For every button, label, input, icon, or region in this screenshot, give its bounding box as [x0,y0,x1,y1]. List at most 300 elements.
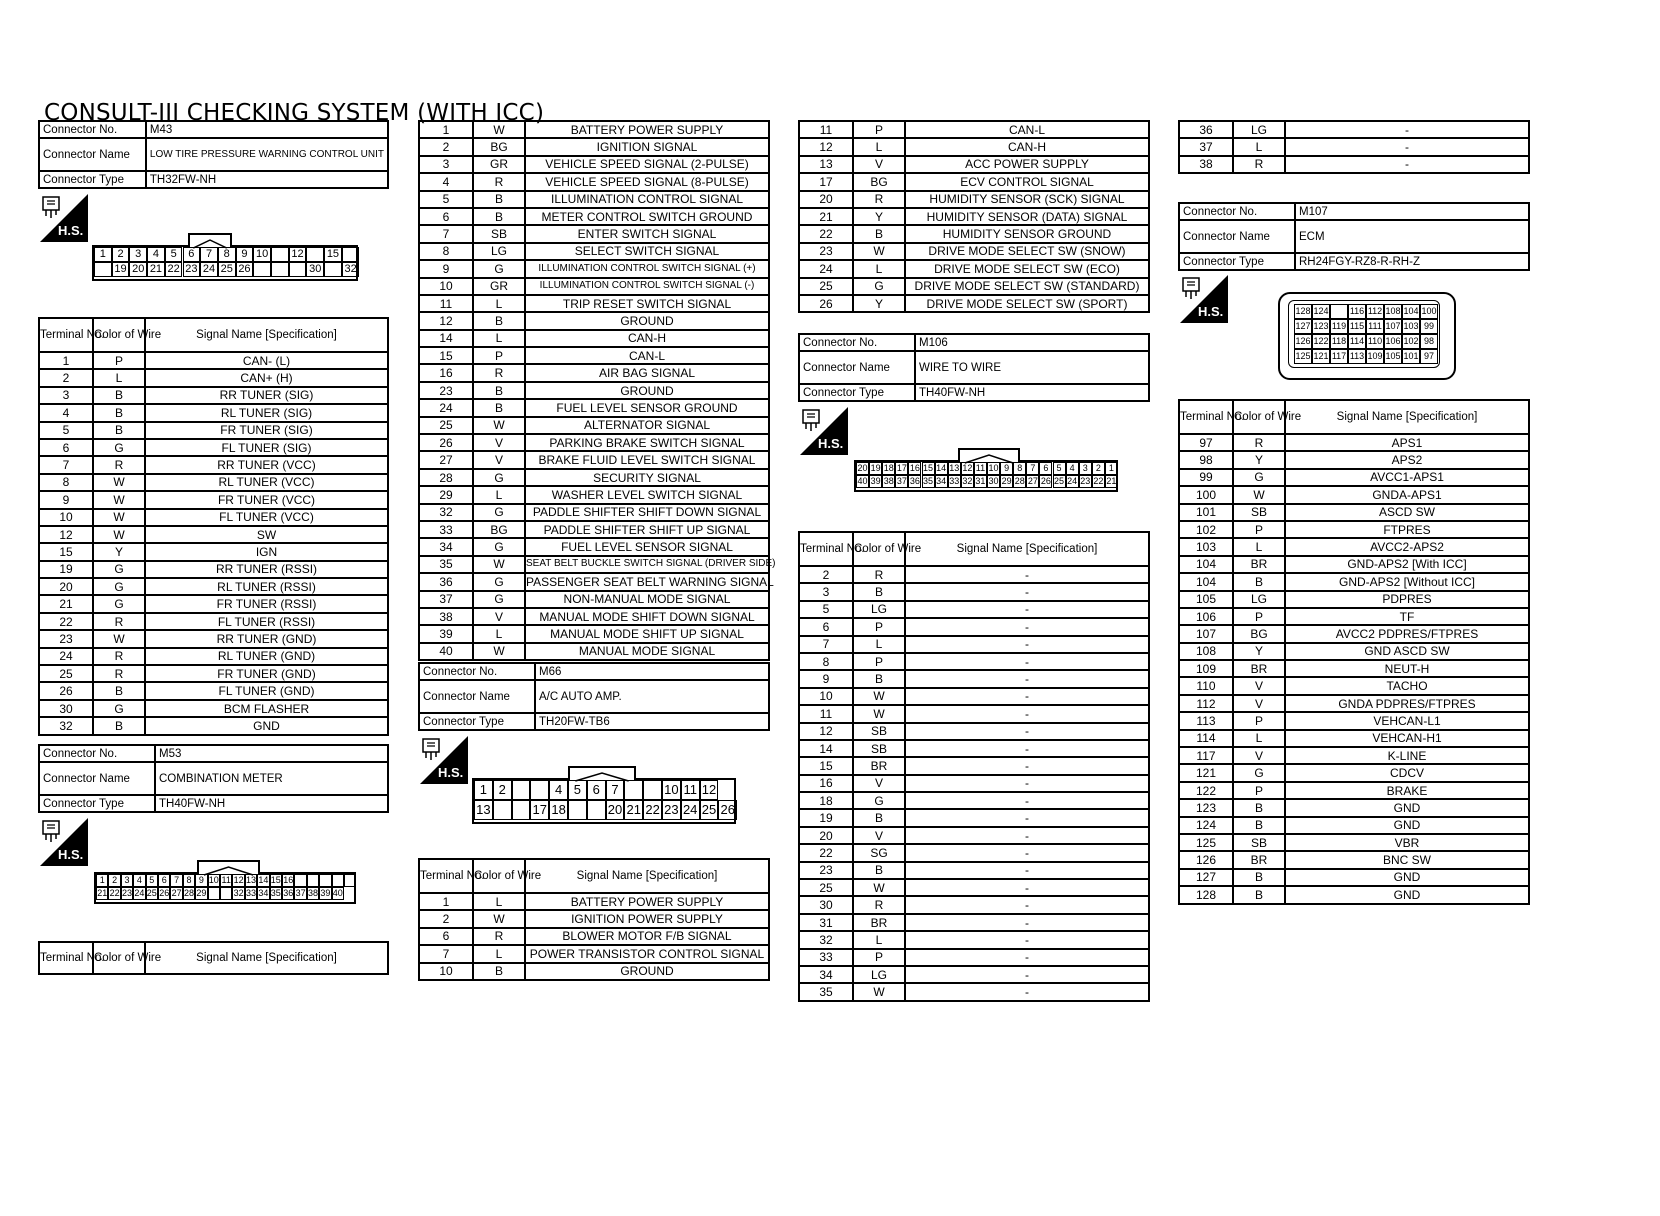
table-row [39,422,388,439]
connector-pin: 6 [1039,462,1052,475]
table-row [1179,538,1529,555]
wire-color: G [93,700,145,717]
connector-pin: 11 [975,463,986,473]
wire-color: BR [853,914,905,931]
signal-name: - [905,949,1149,966]
signal-name: AIR BAG SIGNAL [525,364,769,381]
table-row [1179,608,1529,625]
wire-color: R [93,648,145,665]
label-connector-name: Connector Name [1179,220,1295,253]
terminal-no: 28 [419,469,473,486]
wire-color: L [1233,538,1285,555]
header-color-of-wire: Color of Wire [93,318,145,352]
terminal-no: 27 [419,451,473,468]
table-row [1179,851,1529,868]
table-row [419,469,769,486]
connector-latch [568,766,636,781]
terminal-no: 7 [419,225,473,242]
connector-pin: 8 [1013,462,1026,475]
terminal-no: 10 [419,278,473,295]
signal-name: GND-APS2 [With ICC] [1285,556,1529,573]
signal-name: GND [145,717,388,734]
connector-pin: 14 [936,463,947,473]
wire-color: W [93,474,145,491]
connector-info-m53 [38,744,389,813]
signal-name: SW [145,526,388,543]
table-row [419,486,769,503]
signal-name: GROUND [525,312,769,329]
table-row [419,295,769,312]
signal-name: AVCC2-APS2 [1285,538,1529,555]
terminal-no: 32 [419,504,473,521]
table-row [419,330,769,347]
header-color-of-wire: Color of Wire [853,532,905,566]
signal-name: - [905,757,1149,774]
signal-name: - [905,862,1149,879]
signal-name: FR TUNER (VCC) [145,491,388,508]
table-row [419,382,769,399]
signal-name: FL TUNER (RSSI) [145,613,388,630]
connector-pin: 25 [218,262,236,277]
connector-pin: 28 [1014,476,1025,486]
terminal-no: 34 [799,966,853,983]
terminal-no: 26 [419,434,473,451]
connector-name: ECM [1295,220,1529,253]
table-row [1179,886,1529,903]
connector-pin: 23 [662,800,681,820]
terminal-no: 32 [39,717,93,734]
label-connector-type: Connector Type [419,713,535,730]
signal-name: - [905,966,1149,983]
wire-color: BG [1233,625,1285,642]
terminal-no: 3 [39,387,93,404]
table-row [1179,434,1529,451]
wire-color: B [1233,869,1285,886]
wire-color: R [853,566,905,583]
table-row [799,566,1149,583]
signal-name: GND-APS2 [Without ICC] [1285,573,1529,590]
signal-name: ILLUMINATION CONTROL SIGNAL [525,191,769,208]
pin-table-m106-continued [1178,120,1530,174]
terminal-no: 22 [799,844,853,861]
wire-color: P [93,352,145,369]
connector-pin: 9 [236,247,254,262]
connector-pin: 98 [1420,334,1438,349]
table-row [1179,521,1529,538]
wire-color: Y [93,543,145,560]
connector-pin: 31 [975,476,986,486]
wire-color: B [473,399,525,416]
signal-name: VEHCAN-H1 [1285,730,1529,747]
connector-pin: 30 [988,476,999,486]
connector-pin: 23 [183,262,201,277]
connector-pin [94,262,112,277]
wire-color: P [1233,608,1285,625]
wire-color: R [93,613,145,630]
signal-name: FR TUNER (RSSI) [145,595,388,612]
connector-pin: 40 [857,476,868,486]
connector-pin: 102 [1402,334,1420,349]
wire-color: BR [1233,660,1285,677]
connector-no: M53 [155,745,388,762]
wire-color: P [1233,521,1285,538]
table-row [1179,747,1529,764]
signal-name: IGNITION POWER SUPPLY [525,910,769,927]
table-row [419,208,769,225]
terminal-no: 25 [39,665,93,682]
wire-color: BR [1233,556,1285,573]
signal-name: - [905,983,1149,1000]
connector-pin: 16 [283,875,294,885]
signal-name: GND [1285,869,1529,886]
table-row [1179,469,1529,486]
wire-color: G [473,573,525,590]
wire-color: BG [473,521,525,538]
wire-color: G [853,278,905,295]
wire-color: W [473,910,525,927]
wire-color: Y [853,295,905,312]
wire-color: V [853,156,905,173]
terminal-no: 31 [799,914,853,931]
wire-color: B [473,312,525,329]
table-row [799,653,1149,670]
signal-name: - [905,775,1149,792]
terminal-no: 6 [39,439,93,456]
signal-name: AVCC2 PDPRES/FTPRES [1285,625,1529,642]
connector-pin: 35 [923,476,934,486]
table-row [1179,799,1529,816]
terminal-no: 30 [39,700,93,717]
wire-color: LG [473,243,525,260]
table-row [419,945,769,962]
terminal-no: 2 [39,369,93,386]
connector-pin: 6 [158,874,170,887]
connector-pin: 8 [183,874,195,887]
terminal-no: 15 [419,347,473,364]
connector-pin: 20 [129,262,147,277]
label-connector-type: Connector Type [39,795,155,812]
terminal-no: 36 [1179,121,1233,138]
connector-no: M106 [915,334,1149,351]
connector-pin: 10 [253,247,271,262]
signal-name: RL TUNER (RSSI) [145,578,388,595]
wire-color: W [853,705,905,722]
wire-color: B [853,670,905,687]
connector-pin: 104 [1402,304,1420,319]
pin-table-m106 [798,531,1150,1002]
terminal-no: 113 [1179,712,1233,729]
label-connector-type: Connector Type [39,171,146,188]
connector-pin: 5 [165,247,183,262]
connector-type: RH24FGY-RZ8-R-RH-Z [1295,253,1529,270]
pin-table-m66 [418,858,770,981]
label-connector-name: Connector Name [419,680,535,713]
table-row [1179,764,1529,781]
connector-pin: 3 [1079,462,1092,475]
wire-color: V [853,827,905,844]
terminal-no: 11 [799,705,853,722]
signal-name: METER CONTROL SWITCH GROUND [525,208,769,225]
table-row [799,156,1149,173]
signal-name: CAN-L [525,347,769,364]
table-row [39,561,388,578]
connector-pin: 13 [474,800,493,820]
table-row [39,630,388,647]
signal-name: SELECT SWITCH SIGNAL [525,243,769,260]
connector-pin: 9 [1000,462,1013,475]
terminal-no: 22 [39,613,93,630]
table-row [799,775,1149,792]
label-connector-name: Connector Name [39,138,146,171]
connector-pin: 26 [718,800,737,820]
signal-name: - [905,705,1149,722]
connector-name: LOW TIRE PRESSURE WARNING CONTROL UNIT [146,138,388,171]
table-row [799,295,1149,312]
signal-name: DRIVE MODE SELECT SW (SNOW) [905,243,1149,260]
signal-name: TACHO [1285,677,1529,694]
wire-color: LG [853,966,905,983]
wire-color: B [473,382,525,399]
terminal-no: 39 [419,625,473,642]
wire-color: G [1233,764,1285,781]
harness-side-icon [800,407,848,455]
table-row [419,928,769,945]
terminal-no: 23 [799,243,853,260]
signal-name: VBR [1285,834,1529,851]
table-row [799,208,1149,225]
connector-pin: 10 [662,780,681,800]
terminal-no: 1 [419,893,473,910]
connector-pin: 115 [1348,319,1366,334]
table-row [419,963,769,980]
connector-pin: 37 [295,888,306,898]
signal-name: NON-MANUAL MODE SIGNAL [525,591,769,608]
terminal-no: 38 [419,608,473,625]
wire-color: B [1233,799,1285,816]
connector-pin: 109 [1366,349,1384,364]
wire-color: SB [1233,504,1285,521]
terminal-no: 107 [1179,625,1233,642]
signal-name: BLOWER MOTOR F/B SIGNAL [525,928,769,945]
terminal-no: 7 [39,456,93,473]
terminal-no: 9 [39,491,93,508]
wire-color: P [1233,782,1285,799]
signal-name: FL TUNER (SIG) [145,439,388,456]
terminal-no: 32 [799,931,853,948]
connector-pin: 38 [307,888,318,898]
wire-color: V [1233,695,1285,712]
table-row [419,173,769,190]
terminal-no: 24 [39,648,93,665]
table-row [799,809,1149,826]
connector-pin [253,262,271,277]
table-row [1179,782,1529,799]
table-row [39,665,388,682]
signal-name: IGN [145,543,388,560]
table-row [799,931,1149,948]
connector-pin: 116 [1348,304,1366,319]
connector-pin [1330,304,1348,319]
signal-name: PARKING BRAKE SWITCH SIGNAL [525,434,769,451]
connector-pin: 107 [1384,319,1402,334]
header-signal-name: Signal Name [Specification] [145,318,388,352]
table-row [419,893,769,910]
connector-pin: 26 [159,888,170,898]
wire-color: L [473,625,525,642]
connector-pin: 2 [108,874,120,887]
terminal-no: 127 [1179,869,1233,886]
terminal-no: 40 [419,643,473,660]
terminal-no: 108 [1179,643,1233,660]
wire-color: SB [1233,834,1285,851]
connector-pin: 4 [147,247,165,262]
terminal-no: 98 [1179,451,1233,468]
table-row [799,191,1149,208]
terminal-no: 6 [419,928,473,945]
wire-color: R [93,456,145,473]
wire-color: Y [1233,451,1285,468]
connector-pin [307,874,319,887]
terminal-no: 10 [419,963,473,980]
terminal-no: 10 [39,509,93,526]
harness-side-icon [420,736,468,784]
wire-color: R [473,364,525,381]
signal-name: MANUAL MODE SHIFT UP SIGNAL [525,625,769,642]
wire-color: BR [1233,851,1285,868]
table-row [419,504,769,521]
signal-name: - [905,653,1149,670]
connector-pin: 34 [258,888,269,898]
table-row [39,700,388,717]
table-row [39,648,388,665]
wire-color: B [1233,817,1285,834]
table-row [1179,869,1529,886]
connector-pin: 30 [306,262,324,277]
terminal-no: 5 [39,422,93,439]
terminal-no: 12 [419,312,473,329]
table-row [1179,573,1529,590]
signal-name: APS1 [1285,434,1529,451]
header-signal-name: Signal Name [Specification] [905,532,1149,566]
terminal-no: 20 [39,578,93,595]
wire-color: R [1233,434,1285,451]
terminal-no: 114 [1179,730,1233,747]
connector-pin: 5 [146,874,158,887]
table-row [799,740,1149,757]
connector-pin: 18 [883,463,894,473]
signal-name: ECV CONTROL SIGNAL [905,173,1149,190]
signal-name: HUMIDITY SENSOR (DATA) SIGNAL [905,208,1149,225]
connector-pin: 123 [1312,319,1330,334]
connector-pin: 4 [1066,462,1079,475]
connector-pin: 12 [233,875,244,885]
wire-color: L [1233,138,1285,155]
wire-color: R [93,665,145,682]
wire-color: G [93,561,145,578]
connector-pin: 13 [949,463,960,473]
signal-name: - [905,688,1149,705]
terminal-no: 104 [1179,556,1233,573]
table-row [799,138,1149,155]
terminal-no: 1 [39,352,93,369]
header-terminal-no: Terminal No. [39,942,93,974]
table-row [39,682,388,699]
table-row [419,538,769,555]
signal-name: - [1285,138,1529,155]
connector-pin [332,874,344,887]
wire-color: B [853,862,905,879]
table-row [419,643,769,660]
wire-color: W [93,509,145,526]
table-row [799,583,1149,600]
connector-pin: 21 [97,888,108,898]
table-row [419,556,769,573]
connector-pin: 10 [208,875,219,885]
pin-table-m53 [418,120,776,661]
wire-color: G [473,469,525,486]
wire-color: P [1233,712,1285,729]
connector-pin: 7 [606,780,625,800]
connector-pin: 15 [923,463,934,473]
terminal-no: 25 [799,278,853,295]
connector-pin: 20 [857,463,868,473]
wire-color: P [853,653,905,670]
terminal-no: 20 [799,827,853,844]
signal-name: GND ASCD SW [1285,643,1529,660]
wire-color: B [473,963,525,980]
wire-color: W [1233,486,1285,503]
signal-name: FTPRES [1285,521,1529,538]
wire-color: B [853,809,905,826]
terminal-no: 110 [1179,677,1233,694]
connector-pin [493,800,512,820]
connector-pin: 34 [936,476,947,486]
connector-pin [587,800,606,820]
connector-pin: 26 [236,262,254,277]
connector-diagram-m106 [854,448,1118,492]
table-row [419,451,769,468]
table-row [799,225,1149,242]
wire-color: L [473,486,525,503]
signal-name: GNDA-APS1 [1285,486,1529,503]
signal-name: PADDLE SHIFTER SHIFT UP SIGNAL [525,521,769,538]
table-row [419,399,769,416]
connector-pin: 111 [1366,319,1384,334]
table-row [419,591,769,608]
terminal-no: 21 [39,595,93,612]
table-row [419,121,769,138]
wire-color: W [473,121,525,138]
connector-type: TH20FW-TB6 [535,713,769,730]
signal-name: GND [1285,799,1529,816]
table-row [419,138,769,155]
terminal-no: 20 [799,191,853,208]
wire-color: G [473,504,525,521]
connector-type: TH40FW-NH [915,384,1149,401]
terminal-no: 16 [419,364,473,381]
connector-pin: 9 [195,874,207,887]
signal-name: TF [1285,608,1529,625]
connector-pin: 11 [221,875,231,885]
signal-name: - [905,827,1149,844]
connector-pin: 20 [606,800,625,820]
wire-color: V [473,451,525,468]
connector-pin: 105 [1384,349,1402,364]
terminal-no: 35 [799,983,853,1000]
wire-color: GR [473,156,525,173]
harness-side-icon [1180,275,1228,323]
connector-latch [197,860,260,875]
